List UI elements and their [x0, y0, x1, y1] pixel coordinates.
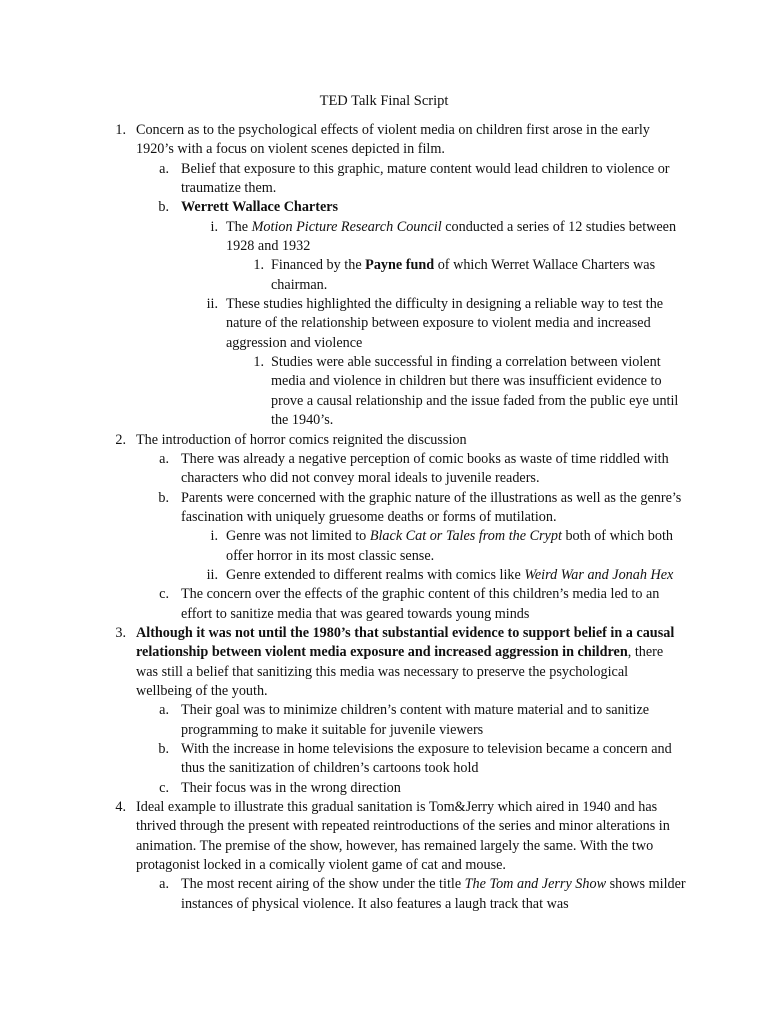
- list-item-text: [136, 431, 686, 450]
- text-run: Their goal was to minimize children’s content with mature material and to sanitize programming to make it suitable for juvenile viewers: [181, 702, 650, 738]
- text-run: The: [226, 218, 252, 235]
- outline-item-level-4: [0, 256, 768, 295]
- text-run: These studies highlighted the difficulty in designing a reliable way to test the nature of the relationship between exposure to violent media and increased aggression and violence: [226, 296, 664, 351]
- text-run: Genre was not limited to: [226, 528, 370, 545]
- bold-text: Although it was not until the 1980’s that substantial evidence to support belief in a causal relationship between violent media exposure and increased aggression in children: [136, 624, 675, 661]
- list-item-text: [181, 740, 686, 779]
- text-run: Financed by the: [271, 257, 366, 274]
- list-marker: 1.: [253, 257, 264, 274]
- italic-text: Black Cat or Tales from the Crypt: [369, 528, 562, 545]
- outline-item-level-2: [0, 489, 768, 528]
- italic-text: Motion Picture Research Council: [251, 218, 442, 235]
- outline-item-level-4: [0, 353, 768, 430]
- list-marker: ii.: [206, 296, 218, 313]
- text-run: The introduction of horror comics reignited the discussion: [136, 431, 467, 448]
- list-marker: i.: [210, 218, 218, 235]
- outline-item-level-2: [0, 450, 768, 489]
- list-item-text: [271, 353, 686, 430]
- list-marker: b.: [158, 199, 169, 216]
- outline-item-level-2: [0, 875, 768, 914]
- list-item-text: [226, 566, 686, 585]
- outline-item-level-1: [0, 798, 768, 875]
- text-run: conducted a series of 12 studies between 1928 and 1932: [226, 218, 677, 255]
- text-run: , there was still a belief that sanitizing this media was necessary to preserve the psychological wellbeing of the youth.: [136, 644, 664, 699]
- list-marker: a.: [159, 450, 169, 467]
- text-run: Concern as to the psychological effects of violent media on children first arose in the early 1920’s with a focus on violent scenes depicted in film.: [136, 122, 650, 158]
- italic-text: The Tom and Jerry Show: [464, 876, 607, 893]
- outline-item-level-1: [0, 121, 768, 160]
- outline-item-level-3: [0, 566, 768, 585]
- text-run: shows milder instances of physical violence. It also features a laugh track that was: [181, 876, 686, 912]
- bold-text: Werrett Wallace Charters: [181, 199, 339, 216]
- list-marker: b.: [158, 741, 169, 757]
- outline-item-level-2: [0, 198, 768, 217]
- outline-item-level-2: [0, 585, 768, 624]
- bold-text: Payne fund: [365, 257, 435, 274]
- list-item-text: [181, 450, 686, 489]
- outline-item-level-2: [0, 160, 768, 199]
- outline-item-level-2: [0, 740, 768, 779]
- text-run: The most recent airing of the show under the title: [181, 876, 465, 893]
- list-item-text: [181, 198, 686, 217]
- text-run: Genre extended to different realms with comics like: [226, 566, 525, 583]
- list-item-text: [181, 779, 686, 798]
- text-run: There was already a negative perception of comic books as waste of time riddled with characters who did not convey moral ideals to juvenile readers.: [181, 450, 669, 487]
- outline-item-level-3: [0, 527, 768, 566]
- list-item-text: [226, 218, 686, 257]
- outline-item-level-3: [0, 295, 768, 353]
- outline-item-level-2: [0, 701, 768, 740]
- text-run: of which Werret Wallace Charters was chairman.: [271, 257, 656, 293]
- list-marker: a.: [159, 876, 169, 893]
- outline-item-level-1: [0, 624, 768, 701]
- list-item-text: [136, 798, 686, 875]
- list-marker: b.: [158, 489, 169, 506]
- text-run: Belief that exposure to this graphic, mature content would lead children to violence or traumatize them.: [181, 160, 670, 197]
- document-title: TED Talk Final Script: [319, 93, 449, 109]
- text-run: Studies were able successful in finding a correlation between violent media and violence in children but there was insufficient evidence to prove a causal relationship and the issue faded from the public eye until the 1940’s.: [271, 354, 679, 429]
- text-run: both of which both offer horror in its most classic sense.: [226, 528, 674, 564]
- list-item-text: [181, 489, 686, 528]
- text-run: Ideal example to illustrate this gradual sanitation is Tom&Jerry which aired in 1940 and has thrived through the present with repeated reintroductions of the series and minor alterations in animation. The premise of the show, however, has remained largely the same. With the two protagonist locked in a comically violent game of cat and mouse.: [136, 799, 670, 874]
- list-marker: a.: [159, 702, 169, 719]
- list-marker: ii.: [206, 566, 218, 583]
- text-run: Their focus was in the wrong direction: [181, 779, 401, 796]
- list-item-text: [226, 527, 686, 566]
- list-marker: 4.: [115, 799, 126, 816]
- list-marker: c.: [159, 779, 169, 796]
- list-item-text: [181, 585, 686, 624]
- list-marker: 1.: [115, 122, 126, 138]
- list-marker: c.: [159, 586, 169, 603]
- outline-item-level-2: [0, 779, 768, 798]
- list-marker: a.: [159, 160, 169, 177]
- outline-item-level-3: [0, 218, 768, 257]
- list-item-text: [136, 624, 686, 701]
- list-item-text: [226, 295, 686, 353]
- list-item-text: [181, 875, 686, 914]
- italic-text: Weird War and Jonah Hex: [524, 566, 674, 583]
- list-marker: 2.: [115, 431, 126, 448]
- outline-list: [0, 121, 768, 914]
- list-marker: 3.: [115, 624, 126, 641]
- list-marker: 1.: [253, 354, 264, 371]
- list-marker: i.: [210, 528, 218, 545]
- list-item-text: [271, 256, 686, 295]
- text-run: The concern over the effects of the graphic content of this children’s media led to an effort to sanitize media that was geared towards young minds: [181, 586, 660, 622]
- text-run: With the increase in home televisions the exposure to television became a concern and thus the sanitization of children’s cartoons took hold: [181, 741, 672, 777]
- text-run: Parents were concerned with the graphic nature of the illustrations as well as the genre’s fascination with uniquely gruesome deaths or forms of mutilation.: [181, 489, 682, 525]
- list-item-text: [181, 701, 686, 740]
- list-item-text: [181, 160, 686, 199]
- outline-item-level-1: [0, 431, 768, 450]
- list-item-text: [136, 121, 686, 160]
